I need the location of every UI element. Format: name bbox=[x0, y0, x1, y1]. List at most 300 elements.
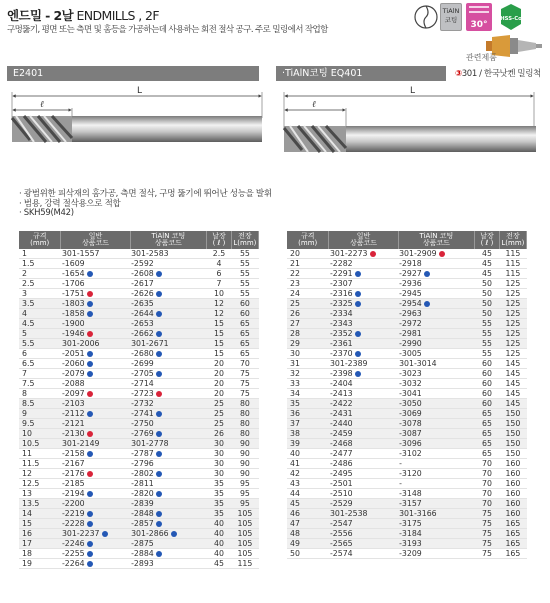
flute-length-cell bbox=[207, 559, 232, 569]
cell-text: 70 bbox=[482, 469, 492, 478]
tiain-code-cell bbox=[130, 439, 207, 449]
cell-text: 55 bbox=[482, 339, 492, 348]
flute-length-cell bbox=[475, 429, 500, 439]
overall-length-cell bbox=[499, 349, 526, 359]
cell-text: -2501 bbox=[329, 479, 353, 488]
size-cell bbox=[287, 509, 329, 519]
table-row bbox=[287, 289, 527, 299]
overall-length-cell bbox=[231, 499, 258, 509]
cell-text: 90 bbox=[239, 439, 250, 448]
cell-text: -3087 bbox=[399, 429, 422, 438]
flute-length-cell bbox=[475, 479, 500, 489]
size-cell bbox=[287, 529, 329, 539]
code-label-e2401: E2401 bbox=[7, 66, 259, 81]
stock-blue-dot bbox=[156, 431, 162, 437]
cell-text: 20 bbox=[214, 369, 224, 378]
flute-length-cell bbox=[475, 329, 500, 339]
stock-blue-dot bbox=[355, 371, 361, 377]
title-main: 엔드밀 - 2날 bbox=[7, 8, 74, 23]
cell-text: 115 bbox=[237, 559, 253, 568]
cell-text: 45 bbox=[214, 559, 224, 568]
overall-length-cell bbox=[499, 519, 526, 529]
flute-length-cell bbox=[475, 379, 500, 389]
overall-length-cell bbox=[499, 409, 526, 419]
tiain-code-cell bbox=[130, 279, 207, 289]
size-cell bbox=[19, 509, 61, 519]
stock-blue-dot bbox=[156, 291, 162, 297]
cell-text: -1706 bbox=[61, 279, 85, 288]
cell-text: 4 bbox=[216, 259, 222, 268]
tiain-code-cell bbox=[398, 259, 475, 269]
overall-length-cell bbox=[231, 279, 258, 289]
cell-text: 30 bbox=[290, 349, 300, 358]
size-cell bbox=[19, 479, 61, 489]
cell-text: 15 bbox=[214, 329, 224, 338]
cell-text: -2741 bbox=[131, 409, 154, 418]
cell-text: -2574 bbox=[329, 549, 353, 558]
overall-length-cell bbox=[499, 539, 526, 549]
size-cell bbox=[287, 349, 329, 359]
overall-length-cell bbox=[499, 369, 526, 379]
cell-text: 4.5 bbox=[22, 319, 35, 328]
tiain-code-cell bbox=[130, 449, 207, 459]
size-cell bbox=[19, 559, 61, 569]
size-cell bbox=[19, 399, 61, 409]
table-row bbox=[287, 469, 527, 479]
cell-text: 115 bbox=[505, 249, 521, 258]
flute-length-cell bbox=[207, 349, 232, 359]
cell-text: -2431 bbox=[329, 409, 353, 418]
flute-length-cell bbox=[475, 269, 500, 279]
cell-text: -3184 bbox=[399, 529, 422, 538]
cell-text: 301-2273 bbox=[329, 249, 368, 258]
cell-text: -2714 bbox=[131, 379, 154, 388]
cell-text: -2352 bbox=[329, 329, 353, 338]
standard-code-cell bbox=[61, 349, 130, 359]
size-cell bbox=[287, 429, 329, 439]
cell-text: 38 bbox=[290, 429, 300, 438]
standard-code-cell bbox=[329, 419, 398, 429]
cell-text: -1946 bbox=[61, 329, 85, 338]
overall-length-cell bbox=[231, 399, 258, 409]
cell-text: 55 bbox=[482, 349, 492, 358]
cell-text: -3041 bbox=[399, 389, 422, 398]
cell-text: 60 bbox=[482, 399, 492, 408]
stock-blue-dot bbox=[87, 351, 93, 357]
table-row bbox=[287, 329, 527, 339]
overall-length-cell bbox=[231, 429, 258, 439]
cell-text: -3193 bbox=[399, 539, 422, 548]
standard-code-cell bbox=[61, 289, 130, 299]
size-cell bbox=[19, 389, 61, 399]
table-row bbox=[287, 259, 527, 269]
stock-blue-dot bbox=[355, 301, 361, 307]
tiain-code-cell bbox=[398, 469, 475, 479]
standard-code-cell bbox=[61, 529, 130, 539]
cell-text: -2556 bbox=[329, 529, 353, 538]
size-cell bbox=[19, 539, 61, 549]
stock-blue-dot bbox=[355, 351, 361, 357]
column-header bbox=[19, 231, 61, 249]
stock-red-dot bbox=[87, 471, 93, 477]
table-row bbox=[19, 329, 259, 339]
standard-code-cell bbox=[329, 269, 398, 279]
flute-length-cell bbox=[475, 299, 500, 309]
cell-text: 13 bbox=[22, 489, 32, 498]
overall-length-cell bbox=[499, 289, 526, 299]
cell-text: -1803 bbox=[61, 299, 85, 308]
cell-text: -2945 bbox=[399, 289, 422, 298]
cell-text: 13.5 bbox=[22, 499, 40, 508]
table-row bbox=[287, 269, 527, 279]
tiain-code-cell bbox=[130, 529, 207, 539]
tiain-code-cell bbox=[130, 369, 207, 379]
overall-length-cell bbox=[499, 269, 526, 279]
stock-red-dot bbox=[87, 331, 93, 337]
cell-text: 145 bbox=[505, 379, 521, 388]
tiain-code-cell bbox=[130, 339, 207, 349]
cell-text: 125 bbox=[505, 319, 521, 328]
cell-text: -2103 bbox=[61, 399, 85, 408]
flute-length-cell bbox=[207, 459, 232, 469]
standard-code-cell bbox=[61, 359, 130, 369]
flute-length-cell bbox=[207, 499, 232, 509]
standard-code-cell bbox=[329, 299, 398, 309]
cell-text: -2264 bbox=[61, 559, 85, 568]
drawing-eq401 bbox=[284, 86, 536, 152]
column-header-line: TiAlN 코팅 bbox=[151, 231, 186, 240]
table-row bbox=[287, 429, 527, 439]
cell-text: -2459 bbox=[329, 429, 353, 438]
table-row bbox=[19, 299, 259, 309]
size-cell bbox=[287, 519, 329, 529]
column-header bbox=[207, 231, 232, 249]
cell-text: 301-2389 bbox=[329, 359, 368, 368]
cell-text: 75 bbox=[482, 549, 492, 558]
cell-text: 9.5 bbox=[22, 419, 35, 428]
cell-text: 160 bbox=[505, 459, 521, 468]
table-row bbox=[287, 439, 527, 449]
cell-text: 105 bbox=[237, 519, 253, 528]
cell-text: 80 bbox=[239, 409, 250, 418]
cell-text: -3096 bbox=[399, 439, 422, 448]
column-header-line: 상품코드 bbox=[82, 239, 110, 247]
standard-code-cell bbox=[329, 429, 398, 439]
size-cell bbox=[287, 369, 329, 379]
cell-text: -2653 bbox=[131, 319, 154, 328]
table-row bbox=[19, 529, 259, 539]
size-cell bbox=[19, 269, 61, 279]
flute-length-cell bbox=[207, 469, 232, 479]
cell-text: 50 bbox=[482, 279, 492, 288]
size-cell bbox=[287, 289, 329, 299]
stock-blue-dot bbox=[156, 511, 162, 517]
standard-code-cell bbox=[61, 479, 130, 489]
cell-text: 75 bbox=[482, 539, 492, 548]
cell-text: 60 bbox=[482, 389, 492, 398]
size-cell bbox=[287, 439, 329, 449]
stock-blue-dot bbox=[87, 301, 93, 307]
cell-text: -2495 bbox=[329, 469, 353, 478]
cell-text: -2750 bbox=[131, 419, 154, 428]
tiain-coating-icon bbox=[440, 3, 462, 31]
stock-blue-dot bbox=[87, 411, 93, 417]
cell-text: 160 bbox=[505, 499, 521, 508]
overall-length-cell bbox=[231, 259, 258, 269]
cell-text: 3 bbox=[22, 289, 27, 298]
cell-text: 65 bbox=[239, 319, 250, 328]
table-row bbox=[287, 539, 527, 549]
standard-code-cell bbox=[329, 469, 398, 479]
cell-text: 70 bbox=[482, 499, 492, 508]
table-row bbox=[19, 359, 259, 369]
stock-blue-dot bbox=[87, 561, 93, 567]
cell-text: 165 bbox=[505, 519, 521, 528]
cell-text: 35 bbox=[214, 509, 224, 518]
cell-text: -3050 bbox=[399, 399, 422, 408]
tiain-code-cell bbox=[398, 369, 475, 379]
tiain-code-cell bbox=[130, 249, 207, 259]
overall-length-cell bbox=[231, 349, 258, 359]
cell-text: -2370 bbox=[329, 349, 353, 358]
cell-text: 8.5 bbox=[22, 399, 35, 408]
overall-length-cell bbox=[499, 489, 526, 499]
cell-text: -2918 bbox=[399, 259, 422, 268]
standard-code-cell bbox=[329, 349, 398, 359]
tiain-code-cell bbox=[398, 519, 475, 529]
table-row bbox=[287, 509, 527, 519]
size-cell bbox=[287, 359, 329, 369]
note-item: · SKH59(M42) bbox=[19, 208, 74, 218]
table-row bbox=[19, 309, 259, 319]
flute-length-cell bbox=[207, 509, 232, 519]
size-cell bbox=[287, 389, 329, 399]
column-header-line: 날장 bbox=[212, 231, 226, 240]
tiain-code-cell bbox=[130, 329, 207, 339]
stock-blue-dot bbox=[355, 331, 361, 337]
cell-text: 160 bbox=[505, 469, 521, 478]
size-cell bbox=[19, 309, 61, 319]
cell-text: -2121 bbox=[61, 419, 85, 428]
cell-text: 2.5 bbox=[212, 249, 226, 258]
standard-code-cell bbox=[61, 469, 130, 479]
cell-text: -2361 bbox=[329, 339, 353, 348]
standard-code-cell bbox=[329, 339, 398, 349]
cell-text: 165 bbox=[505, 549, 521, 558]
column-header-line: 규격 bbox=[300, 231, 315, 240]
cell-text: -2662 bbox=[131, 329, 154, 338]
cell-text: -3005 bbox=[399, 349, 422, 358]
flute-length-cell bbox=[475, 319, 500, 329]
size-cell bbox=[19, 409, 61, 419]
cell-text: 105 bbox=[237, 549, 253, 558]
overall-length-cell bbox=[231, 549, 258, 559]
cell-text: 65 bbox=[482, 449, 492, 458]
tiain-code-cell bbox=[130, 419, 207, 429]
flute-length-cell bbox=[475, 519, 500, 529]
standard-code-cell bbox=[329, 259, 398, 269]
table-row bbox=[19, 479, 259, 489]
overall-length-cell bbox=[499, 549, 526, 559]
cell-text: 55 bbox=[239, 289, 250, 298]
stock-blue-dot bbox=[87, 311, 93, 317]
table-row bbox=[19, 259, 259, 269]
standard-code-cell bbox=[329, 459, 398, 469]
tiain-code-cell bbox=[130, 559, 207, 569]
size-cell bbox=[287, 549, 329, 559]
cell-text: 45 bbox=[482, 259, 492, 268]
cell-text: 17 bbox=[22, 539, 32, 548]
cell-text: 44 bbox=[290, 489, 300, 498]
overall-length-cell bbox=[231, 469, 258, 479]
table-row bbox=[19, 499, 259, 509]
stock-blue-dot bbox=[87, 361, 93, 367]
tiain-code-cell bbox=[130, 519, 207, 529]
cell-text: 1.5 bbox=[22, 259, 35, 268]
overall-length-cell bbox=[231, 249, 258, 259]
cell-text: -2972 bbox=[399, 319, 422, 328]
tiain-code-cell bbox=[130, 309, 207, 319]
cell-text: -2307 bbox=[329, 279, 353, 288]
tiain-code-cell bbox=[398, 479, 475, 489]
cell-text: 65 bbox=[482, 419, 492, 428]
column-header-line: 상품코드 bbox=[350, 239, 378, 247]
flute-length-cell bbox=[475, 339, 500, 349]
stock-blue-dot bbox=[87, 371, 93, 377]
table-row bbox=[287, 349, 527, 359]
overall-length-cell bbox=[231, 299, 258, 309]
column-header bbox=[475, 231, 500, 249]
stock-red-dot bbox=[439, 251, 445, 257]
cell-text: 19 bbox=[22, 559, 32, 568]
cell-text: 33 bbox=[290, 379, 300, 388]
cell-text: 125 bbox=[505, 289, 521, 298]
stock-red-dot bbox=[370, 251, 376, 257]
flute-length-cell bbox=[207, 439, 232, 449]
tiain-code-cell bbox=[130, 299, 207, 309]
cell-text: 21 bbox=[290, 259, 300, 268]
cell-text: -2820 bbox=[131, 489, 154, 498]
tiain-code-cell bbox=[130, 549, 207, 559]
cell-text: -2529 bbox=[329, 499, 353, 508]
size-cell bbox=[19, 329, 61, 339]
tiain-code-cell bbox=[398, 289, 475, 299]
flute-length-cell bbox=[475, 439, 500, 449]
cell-text: 150 bbox=[505, 439, 521, 448]
cell-text: -2404 bbox=[329, 379, 353, 388]
standard-code-cell bbox=[61, 489, 130, 499]
cell-text: -1609 bbox=[61, 259, 85, 268]
cell-text: 70 bbox=[482, 479, 492, 488]
cell-text: 90 bbox=[239, 469, 250, 478]
overall-length-cell bbox=[231, 459, 258, 469]
standard-code-cell bbox=[61, 509, 130, 519]
column-header-line: ( ℓ ) bbox=[212, 239, 226, 247]
table-row bbox=[19, 439, 259, 449]
stock-blue-dot bbox=[156, 271, 162, 277]
size-cell bbox=[19, 499, 61, 509]
cell-text: -2732 bbox=[131, 399, 154, 408]
flute-length-cell bbox=[475, 529, 500, 539]
standard-code-cell bbox=[329, 289, 398, 299]
cell-text: 48 bbox=[290, 529, 300, 538]
cell-text: 50 bbox=[290, 549, 300, 558]
cell-text: 301-2149 bbox=[61, 439, 100, 448]
cell-text: -2857 bbox=[131, 519, 154, 528]
cell-text: -3120 bbox=[399, 469, 422, 478]
cell-text: 24 bbox=[290, 289, 300, 298]
cell-text: 10 bbox=[214, 289, 224, 298]
size-cell bbox=[287, 299, 329, 309]
table-row bbox=[287, 389, 527, 399]
cell-text: 150 bbox=[505, 419, 521, 428]
cell-text: 55 bbox=[482, 329, 492, 338]
size-cell bbox=[287, 399, 329, 409]
cell-text: 115 bbox=[505, 269, 521, 278]
overall-length-cell bbox=[499, 379, 526, 389]
cell-text: 12 bbox=[22, 469, 32, 478]
flute-length-cell bbox=[475, 459, 500, 469]
stock-red-dot bbox=[87, 391, 93, 397]
cell-text: -3175 bbox=[399, 519, 422, 528]
tiain-code-cell bbox=[398, 509, 475, 519]
cell-text: 12.5 bbox=[22, 479, 40, 488]
cell-text: 55 bbox=[239, 269, 250, 278]
column-header-line: 전장 bbox=[238, 231, 252, 240]
standard-code-cell bbox=[329, 479, 398, 489]
flute-length-cell bbox=[207, 549, 232, 559]
size-cell bbox=[19, 489, 61, 499]
standard-code-cell bbox=[61, 549, 130, 559]
cell-text: 45 bbox=[290, 499, 300, 508]
cell-text: -3078 bbox=[399, 419, 422, 428]
cell-text: - bbox=[399, 459, 402, 468]
flute-length-cell bbox=[475, 279, 500, 289]
flute-length-cell bbox=[207, 359, 232, 369]
cell-text: 55 bbox=[482, 319, 492, 328]
tiain-code-cell bbox=[130, 359, 207, 369]
table-row bbox=[19, 289, 259, 299]
cell-text: -2477 bbox=[329, 449, 353, 458]
flute-length-label-2: ℓ bbox=[312, 100, 316, 110]
cell-text: -2316 bbox=[329, 289, 353, 298]
overall-length-cell bbox=[499, 499, 526, 509]
cell-text: 60 bbox=[482, 379, 492, 388]
cell-text: 150 bbox=[505, 429, 521, 438]
flute-length-cell bbox=[207, 389, 232, 399]
size-cell bbox=[19, 289, 61, 299]
tiain-code-cell bbox=[398, 309, 475, 319]
feature-notes bbox=[19, 190, 272, 219]
cell-text: 105 bbox=[237, 509, 253, 518]
tiain-code-cell bbox=[130, 499, 207, 509]
table-row bbox=[287, 339, 527, 349]
column-header-line: 일반 bbox=[88, 231, 103, 240]
column-header-line: 일반 bbox=[356, 231, 371, 240]
cell-text: -2088 bbox=[61, 379, 85, 388]
flute-length-cell bbox=[475, 259, 500, 269]
column-header bbox=[130, 231, 207, 249]
tiain-code-cell bbox=[398, 279, 475, 289]
related-product-link[interactable] bbox=[455, 67, 541, 79]
cell-text: 26 bbox=[290, 309, 300, 318]
cell-text: 115 bbox=[505, 259, 521, 268]
standard-code-cell bbox=[329, 359, 398, 369]
size-cell bbox=[287, 279, 329, 289]
stock-blue-dot bbox=[171, 531, 177, 537]
size-cell bbox=[287, 499, 329, 509]
related-product-text: 301 / 한국낫켄 밀링척 bbox=[461, 69, 541, 79]
